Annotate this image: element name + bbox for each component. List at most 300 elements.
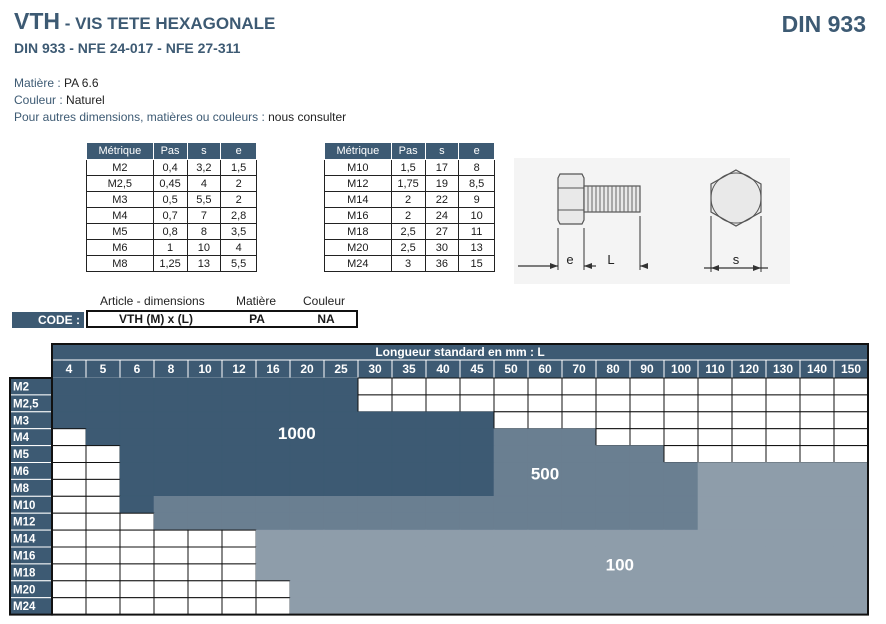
other-label: Pour autres dimensions, matières ou couleurs : (14, 110, 269, 124)
grid-cell-empty (562, 395, 596, 412)
grid-cell-zone-1 (52, 395, 86, 412)
size-label: M2 (13, 381, 29, 394)
grid-cell-zone-1 (290, 446, 324, 463)
grid-cell-zone-3 (562, 564, 596, 581)
grid-cell-zone-1 (120, 463, 154, 480)
size-label: M6 (13, 466, 29, 478)
s-label: s (732, 252, 740, 267)
grid-cell-empty (664, 395, 698, 412)
grid-cell-zone-3 (698, 513, 732, 530)
grid-cell-zone-1 (426, 446, 460, 463)
e-cell: 9 (459, 192, 495, 208)
grid-cell-zone-1 (188, 479, 222, 496)
grid-cell-zone-3 (664, 564, 698, 581)
pitch-cell: 2,5 (391, 240, 425, 256)
grid-cell-zone-1 (154, 412, 188, 429)
grid-cell-zone-3 (664, 581, 698, 598)
grid-cell-empty (256, 598, 290, 615)
length-header-label: 35 (402, 362, 416, 376)
grid-cell-empty (358, 378, 392, 395)
grid-cell-zone-3 (698, 496, 732, 513)
grid-cell-zone-1 (222, 479, 256, 496)
e-cell: 1,5 (221, 160, 257, 176)
s-cell: 24 (425, 208, 459, 224)
grid-cell-zone-1 (52, 378, 86, 395)
grid-cell-zone-1 (222, 446, 256, 463)
grid-cell-zone-3 (630, 581, 664, 598)
grid-cell-empty (732, 429, 766, 446)
metric-cell: M8 (87, 256, 154, 272)
grid-cell-zone-2 (256, 513, 290, 530)
grid-cell-empty (426, 378, 460, 395)
grid-cell-empty (766, 412, 800, 429)
grid-cell-zone-3 (800, 564, 834, 581)
s-cell: 8 (187, 224, 221, 240)
grid-cell-zone-1 (290, 479, 324, 496)
grid-cell-zone-1 (324, 463, 358, 480)
grid-cell-empty (766, 429, 800, 446)
grid-cell-zone-2 (494, 513, 528, 530)
grid-cell-zone-3 (562, 547, 596, 564)
grid-cell-empty (834, 412, 868, 429)
grid-cell-zone-3 (392, 547, 426, 564)
grid-cell-zone-1 (188, 378, 222, 395)
grid-cell-zone-3 (562, 598, 596, 615)
grid-cell-zone-3 (528, 581, 562, 598)
length-header-label: 150 (840, 362, 862, 376)
grid-cell-zone-2 (154, 513, 188, 530)
grid-cell-zone-3 (528, 598, 562, 615)
grid-cell-zone-2 (154, 496, 188, 513)
grid-cell-zone-3 (562, 581, 596, 598)
grid-cell-zone-3 (596, 581, 630, 598)
grid-cell-empty (800, 446, 834, 463)
grid-cell-empty (120, 581, 154, 598)
grid-cell-empty (222, 598, 256, 615)
metric-cell: M5 (87, 224, 154, 240)
metric-cell: M24 (325, 256, 392, 272)
length-header-label: 12 (232, 362, 246, 376)
length-header-label: 60 (538, 362, 552, 376)
grid-cell-zone-2 (664, 463, 698, 480)
grid-cell-zone-1 (460, 412, 494, 429)
grid-cell-empty (222, 547, 256, 564)
grid-cell-zone-3 (494, 581, 528, 598)
title-rest: - VIS TETE HEXAGONALE (60, 14, 276, 33)
grid-cell-zone-3 (358, 564, 392, 581)
pitch-cell: 2 (391, 192, 425, 208)
s-cell: 10 (187, 240, 221, 256)
grid-cell-empty (494, 412, 528, 429)
grid-cell-zone-1 (324, 446, 358, 463)
grid-cell-zone-3 (800, 547, 834, 564)
grid-cell-empty (732, 412, 766, 429)
grid-cell-empty (664, 446, 698, 463)
grid-cell-empty (392, 395, 426, 412)
s-cell: 3,2 (187, 160, 221, 176)
metric-cell: M12 (325, 176, 392, 192)
grid-cell-zone-2 (494, 463, 528, 480)
grid-cell-empty (460, 378, 494, 395)
grid-cell-zone-3 (426, 581, 460, 598)
grid-cell-zone-1 (324, 479, 358, 496)
grid-cell-empty (732, 378, 766, 395)
grid-cell-empty (86, 479, 120, 496)
s-cell: 13 (187, 256, 221, 272)
metric-cell: M16 (325, 208, 392, 224)
col-header-metric: Métrique (87, 143, 154, 160)
length-header-label: 20 (300, 362, 314, 376)
grid-cell-empty (834, 395, 868, 412)
e-cell: 10 (459, 208, 495, 224)
grid-cell-zone-3 (834, 530, 868, 547)
grid-cell-empty (120, 547, 154, 564)
pitch-cell: 2 (391, 208, 425, 224)
grid-cell-zone-3 (800, 513, 834, 530)
grid-cell-empty (596, 395, 630, 412)
pitch-cell: 1 (153, 240, 187, 256)
grid-cell-zone-2 (392, 513, 426, 530)
grid-cell-zone-3 (766, 463, 800, 480)
grid-cell-zone-2 (290, 496, 324, 513)
grid-cell-zone-1 (290, 378, 324, 395)
grid-cell-zone-3 (596, 530, 630, 547)
grid-cell-empty (732, 395, 766, 412)
code-col1-value: VTH (M) x (L) (119, 312, 193, 326)
grid-cell-zone-3 (800, 463, 834, 480)
grid-cell-zone-1 (86, 412, 120, 429)
grid-cell-zone-1 (426, 463, 460, 480)
grid-cell-empty (528, 378, 562, 395)
e-cell: 8,5 (459, 176, 495, 192)
grid-cell-zone-1 (188, 412, 222, 429)
grid-cell-empty (188, 547, 222, 564)
grid-cell-zone-1 (120, 412, 154, 429)
grid-cell-zone-2 (664, 496, 698, 513)
size-label: M16 (13, 550, 36, 563)
grid-cell-zone-3 (290, 564, 324, 581)
s-cell: 4 (187, 176, 221, 192)
grid-cell-zone-2 (358, 496, 392, 513)
grid-cell-empty (834, 429, 868, 446)
length-header-label: 140 (806, 362, 828, 376)
grid-cell-zone-1 (256, 395, 290, 412)
e-cell: 15 (459, 256, 495, 272)
grid-cell-zone-1 (324, 395, 358, 412)
grid-cell-empty (52, 446, 86, 463)
grid-cell-zone-3 (426, 564, 460, 581)
grid-cell-empty (596, 378, 630, 395)
metric-cell: M10 (325, 160, 392, 176)
grid-cell-empty (800, 429, 834, 446)
grid-cell-zone-1 (222, 395, 256, 412)
grid-cell-zone-3 (834, 513, 868, 530)
col-header-s: s (425, 143, 459, 160)
grid-cell-empty (698, 446, 732, 463)
material-value: PA 6.6 (64, 76, 99, 90)
grid-cell-empty (222, 581, 256, 598)
size-label: M4 (13, 432, 29, 445)
s-cell: 36 (425, 256, 459, 272)
grid-cell-zone-2 (562, 479, 596, 496)
length-header-label: 45 (470, 362, 484, 376)
grid-cell-zone-3 (766, 513, 800, 530)
grid-cell-zone-2 (494, 479, 528, 496)
code-col2-value: PA (249, 312, 265, 326)
grid-cell-empty (120, 513, 154, 530)
pitch-cell: 2,5 (391, 224, 425, 240)
grid-cell-empty (188, 530, 222, 547)
grid-cell-empty (664, 378, 698, 395)
grid-cell-zone-1 (222, 378, 256, 395)
grid-cell-zone-2 (256, 496, 290, 513)
grid-cell-empty (86, 564, 120, 581)
grid-cell-zone-3 (630, 547, 664, 564)
grid-cell-empty (630, 378, 664, 395)
grid-cell-zone-3 (732, 513, 766, 530)
grid-cell-zone-1 (188, 446, 222, 463)
grid-cell-empty (154, 547, 188, 564)
grid-cell-zone-2 (562, 463, 596, 480)
grid-cell-zone-3 (766, 564, 800, 581)
grid-cell-zone-3 (698, 547, 732, 564)
length-header-label: 70 (572, 362, 586, 376)
size-label: M18 (13, 567, 36, 580)
grid-cell-zone-3 (834, 479, 868, 496)
grid-cell-zone-2 (596, 513, 630, 530)
grid-cell-zone-3 (766, 530, 800, 547)
metric-cell: M18 (325, 224, 392, 240)
grid-cell-zone-3 (664, 547, 698, 564)
grid-cell-zone-3 (732, 463, 766, 480)
length-header-label: 110 (705, 362, 725, 376)
code-col3-header: Couleur (303, 294, 346, 308)
code-col1-header: Article - dimensions (100, 294, 205, 308)
length-header-label: 50 (504, 362, 518, 376)
grid-cell-zone-3 (358, 547, 392, 564)
grid-cell-empty (630, 395, 664, 412)
grid-cell-zone-3 (256, 564, 290, 581)
grid-cell-empty (86, 496, 120, 513)
grid-cell-empty (800, 378, 834, 395)
grid-cell-zone-1 (188, 429, 222, 446)
grid-cell-empty (732, 446, 766, 463)
grid-cell-zone-3 (800, 581, 834, 598)
grid-cell-zone-3 (800, 496, 834, 513)
grid-cell-empty (188, 564, 222, 581)
grid-cell-zone-1 (154, 446, 188, 463)
grid-cell-zone-2 (630, 446, 664, 463)
grid-cell-empty (834, 446, 868, 463)
grid-cell-zone-3 (392, 530, 426, 547)
grid-cell-zone-1 (358, 429, 392, 446)
grid-cell-empty (52, 581, 86, 598)
other-value: nous consulter (268, 110, 347, 124)
s-cell: 22 (425, 192, 459, 208)
grid-cell-zone-2 (664, 513, 698, 530)
grid-cell-empty (222, 564, 256, 581)
grid-cell-zone-3 (834, 463, 868, 480)
grid-cell-zone-3 (426, 547, 460, 564)
grid-cell-zone-1 (154, 395, 188, 412)
grid-cell-zone-3 (834, 496, 868, 513)
grid-cell-zone-1 (86, 429, 120, 446)
length-header-label: 6 (133, 362, 141, 376)
grid-cell-zone-2 (630, 513, 664, 530)
grid-cell-zone-3 (426, 530, 460, 547)
grid-cell-zone-3 (630, 530, 664, 547)
grid-cell-zone-2 (460, 496, 494, 513)
grid-cell-zone-2 (222, 513, 256, 530)
grid-cell-zone-1 (222, 463, 256, 480)
grid-cell-zone-2 (222, 496, 256, 513)
grid-cell-zone-1 (154, 463, 188, 480)
grid-cell-zone-3 (392, 564, 426, 581)
grid-cell-zone-2 (188, 496, 222, 513)
grid-cell-zone-1 (392, 479, 426, 496)
grid-cell-empty (494, 378, 528, 395)
grid-cell-zone-3 (766, 496, 800, 513)
grid-cell-zone-1 (358, 446, 392, 463)
grid-cell-zone-2 (562, 446, 596, 463)
col-header-e: e (221, 143, 257, 160)
grid-cell-zone-3 (766, 547, 800, 564)
grid-cell-zone-1 (256, 446, 290, 463)
grid-cell-zone-3 (732, 598, 766, 615)
metric-cell: M2,5 (87, 176, 154, 192)
s-cell: 19 (425, 176, 459, 192)
grid-cell-zone-1 (222, 429, 256, 446)
grid-cell-zone-2 (358, 513, 392, 530)
size-label: M10 (13, 499, 36, 512)
grid-cell-zone-2 (528, 429, 562, 446)
grid-cell-zone-2 (596, 446, 630, 463)
grid-cell-zone-2 (290, 513, 324, 530)
grid-cell-zone-3 (358, 530, 392, 547)
grid-cell-zone-3 (698, 463, 732, 480)
grid-cell-zone-1 (426, 429, 460, 446)
grid-cell-zone-1 (120, 446, 154, 463)
grid-cell-zone-3 (256, 547, 290, 564)
size-label: M24 (13, 601, 36, 614)
grid-cell-zone-1 (426, 412, 460, 429)
grid-cell-zone-3 (698, 530, 732, 547)
grid-cell-empty (698, 412, 732, 429)
grid-cell-zone-1 (86, 395, 120, 412)
grid-cell-zone-3 (324, 530, 358, 547)
grid-cell-empty (256, 581, 290, 598)
grid-cell-zone-3 (494, 530, 528, 547)
e-cell: 11 (459, 224, 495, 240)
grid-cell-zone-3 (664, 598, 698, 615)
length-header-label: 40 (436, 362, 450, 376)
grid-cell-zone-3 (766, 581, 800, 598)
grid-cell-zone-3 (562, 530, 596, 547)
grid-cell-zone-2 (528, 446, 562, 463)
grid-cell-empty (52, 513, 86, 530)
grid-cell-zone-3 (358, 598, 392, 615)
grid-cell-empty (460, 395, 494, 412)
grid-cell-zone-2 (324, 496, 358, 513)
grid-cell-empty (800, 395, 834, 412)
grid-cell-empty (120, 598, 154, 615)
grid-cell-zone-3 (528, 564, 562, 581)
grid-cell-zone-3 (732, 496, 766, 513)
grid-cell-empty (392, 378, 426, 395)
grid-cell-zone-1 (154, 378, 188, 395)
e-cell: 4 (221, 240, 257, 256)
title-main: VTH (14, 8, 60, 34)
grid-cell-zone-2 (528, 496, 562, 513)
grid-cell-zone-2 (664, 479, 698, 496)
grid-cell-zone-3 (290, 530, 324, 547)
grid-cell-zone-1 (358, 412, 392, 429)
length-header-label: 25 (334, 362, 348, 376)
grid-cell-empty (562, 412, 596, 429)
grid-cell-zone-2 (596, 496, 630, 513)
material-label: Matière : (14, 76, 65, 90)
code-label: CODE : (12, 312, 84, 328)
grid-cell-zone-1 (392, 446, 426, 463)
pitch-cell: 3 (391, 256, 425, 272)
grid-cell-empty (664, 429, 698, 446)
grid-cell-zone-3 (324, 547, 358, 564)
grid-cell-empty (154, 530, 188, 547)
grid-cell-zone-3 (698, 598, 732, 615)
grid-cell-empty (86, 547, 120, 564)
grid-cell-zone-1 (426, 479, 460, 496)
grid-cell-empty (800, 412, 834, 429)
grid-cell-empty (120, 564, 154, 581)
grid-cell-zone-3 (596, 598, 630, 615)
grid-cell-zone-1 (120, 429, 154, 446)
grid-cell-zone-3 (256, 530, 290, 547)
grid-cell-zone-1 (358, 463, 392, 480)
s-cell: 17 (425, 160, 459, 176)
grid-cell-empty (86, 581, 120, 598)
grid-cell-zone-3 (528, 547, 562, 564)
grid-cell-zone-3 (732, 547, 766, 564)
grid-cell-zone-2 (630, 479, 664, 496)
grid-cell-zone-1 (52, 412, 86, 429)
e-cell: 13 (459, 240, 495, 256)
grid-cell-zone-3 (664, 530, 698, 547)
length-header-label: 4 (65, 362, 73, 376)
grid-cell-zone-3 (494, 564, 528, 581)
size-label: M5 (13, 449, 29, 462)
grid-cell-zone-3 (834, 598, 868, 615)
grid-cell-zone-1 (324, 429, 358, 446)
grid-cell-zone-1 (324, 378, 358, 395)
grid-cell-empty (154, 598, 188, 615)
color-label: Couleur : (14, 93, 67, 107)
grid-cell-zone-3 (800, 479, 834, 496)
grid-cell-empty (154, 581, 188, 598)
grid-cell-empty (52, 564, 86, 581)
grid-cell-zone-1 (120, 479, 154, 496)
grid-cell-zone-3 (358, 581, 392, 598)
grid-cell-empty (562, 378, 596, 395)
size-label: M20 (13, 584, 36, 597)
grid-cell-zone-1 (460, 479, 494, 496)
col-header-e: e (459, 143, 495, 160)
grid-cell-empty (52, 479, 86, 496)
grid-cell-empty (52, 463, 86, 480)
grid-cell-zone-2 (460, 513, 494, 530)
grid-cell-zone-3 (290, 598, 324, 615)
grid-cell-zone-1 (392, 429, 426, 446)
grid-cell-zone-1 (256, 463, 290, 480)
